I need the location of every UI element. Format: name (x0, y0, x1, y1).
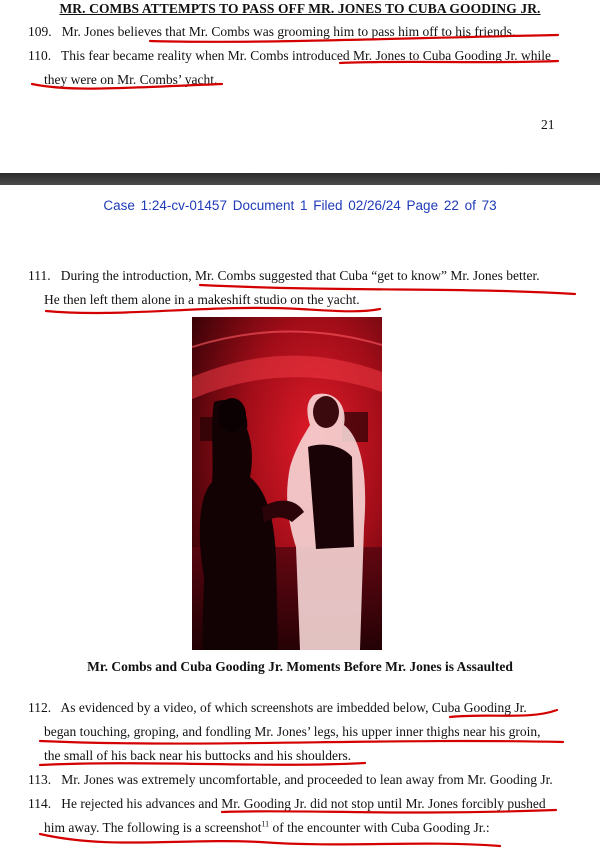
paragraph-112-continued (44, 724, 541, 740)
paragraph-110-continued (44, 72, 217, 88)
paragraph-111 (28, 268, 540, 284)
paragraph-number: 110. (28, 48, 52, 63)
paragraph-112-continued (44, 748, 351, 764)
paragraph-number: 112. (28, 700, 52, 715)
paragraph-114-continued (44, 820, 490, 836)
paragraph-113 (28, 772, 553, 788)
section-heading: MR. COMBS ATTEMPTS TO PASS OFF MR. JONES TO CUBA GOODING JR. (59, 1, 541, 16)
paragraph-text-line: During the introduction, Mr. Combs suggested that Cuba “get to know” Mr. Jones better. (60, 268, 540, 283)
paragraph-text: Mr. Jones was extremely uncomfortable, and proceeded to lean away from Mr. Gooding Jr. (61, 772, 553, 787)
paragraph-text-line: This fear became reality when Mr. Combs introduced Mr. Jones to Cuba Gooding Jr. while (61, 48, 552, 63)
paragraph-text-line: they were on Mr. Combs’ yacht. (44, 72, 218, 87)
paragraph-text-line: As evidenced by a video, of which screenshots are imbedded below, Cuba Gooding Jr. (60, 700, 527, 715)
paragraph-number: 114. (28, 796, 52, 811)
paragraph-text-line: He rejected his advances and Mr. Gooding Jr. did not stop until Mr. Jones forcibly pushed (61, 796, 546, 811)
case-header: Case 1:24-cv-01457 Document 1 Filed 02/26/24 Page 22 of 73 (103, 198, 497, 213)
paragraph-text-line: of the encounter with Cuba Gooding Jr.: (269, 820, 490, 835)
paragraph-text-line: him away. The following is a screenshot (44, 820, 262, 835)
paragraph-109 (28, 24, 515, 40)
annotation-underline (40, 741, 563, 744)
paragraph-text-line: He then left them alone in a makeshift studio on the yacht. (44, 292, 360, 307)
paragraph-110 (28, 48, 551, 64)
footnote-marker: 11 (261, 819, 270, 829)
paragraph-111-continued (44, 292, 360, 308)
paragraph-number: 111. (28, 268, 51, 283)
photo-image (192, 317, 382, 650)
embedded-photo (192, 317, 382, 650)
paragraph-number: 109. (28, 24, 52, 39)
paragraph-text-line: began touching, groping, and fondling Mr. Jones’ legs, his upper inner thighs near his groin, (44, 724, 541, 739)
paragraph-114 (28, 796, 546, 812)
page-break-divider (0, 173, 600, 185)
paragraph-112 (28, 700, 527, 716)
paragraph-number: 113. (28, 772, 52, 787)
page-number: 21 (541, 117, 555, 132)
annotation-underline (46, 308, 380, 313)
paragraph-text-line: the small of his back near his buttocks and his shoulders. (44, 748, 352, 763)
paragraph-text: Mr. Jones believes that Mr. Combs was grooming him to pass him off to his friends. (61, 24, 516, 39)
photo-caption: Mr. Combs and Cuba Gooding Jr. Moments Before Mr. Jones is Assaulted (87, 659, 513, 674)
